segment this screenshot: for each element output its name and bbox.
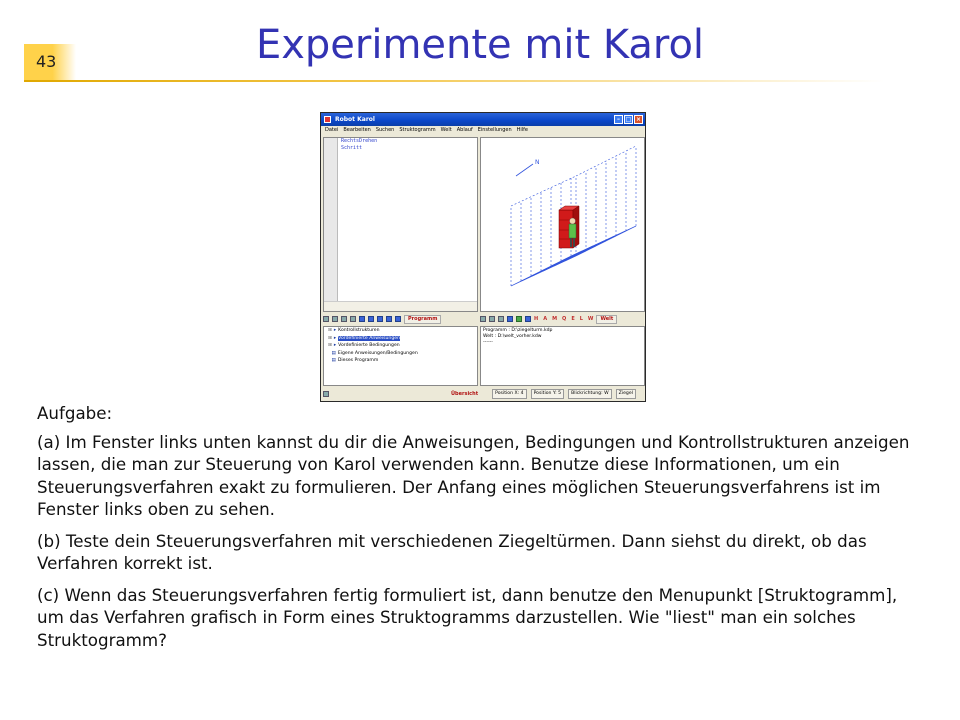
code-line: RechtsDrehen: [341, 138, 378, 144]
app-icon: [324, 116, 331, 123]
menu-bearbeiten[interactable]: Bearbeiten: [343, 127, 371, 133]
tree-item-label: Vordefinierte Bedingungen: [338, 343, 400, 348]
turn-left-icon[interactable]: [507, 316, 513, 322]
horizontal-scrollbar[interactable]: [324, 301, 477, 311]
save-file-icon[interactable]: [341, 316, 347, 322]
menu-datei[interactable]: Datei: [325, 127, 339, 133]
world-toolbar: [480, 313, 645, 325]
step-icon[interactable]: [516, 316, 522, 322]
log-line: Programm : D:\ziegelturm.kdp: [483, 328, 553, 333]
world-key-h[interactable]: H: [534, 316, 539, 322]
window-title: Robot Karol: [335, 116, 375, 123]
compass-arrow: [516, 164, 533, 176]
menu-welt[interactable]: Welt: [440, 127, 452, 133]
paragraph-b: (b) Teste dein Steuerungsverfahren mit verschiedenen Ziegeltürmen. Dann siehst du direkt, ob das Verfahren korrekt ist.: [37, 530, 867, 573]
window-titlebar: [321, 113, 645, 126]
karol-head: [570, 218, 576, 224]
karol-leg: [573, 238, 575, 247]
direction-field: [568, 389, 612, 399]
direction-value: W: [604, 390, 609, 396]
header-rule: [24, 80, 884, 82]
log-line: Welt : D:\welt_vorher.kdw: [483, 334, 542, 339]
tree-item-label: Kontrollstrukturen: [338, 328, 380, 333]
brick-field: [616, 389, 636, 399]
message-log: [480, 326, 645, 386]
menu-hilfe[interactable]: Hilfe: [516, 127, 528, 133]
menu-einstellungen[interactable]: Einstellungen: [477, 127, 512, 133]
tree-item[interactable]: ▤ Eigene Anweisungen/Bedingungen: [331, 350, 418, 356]
wall-line: [511, 176, 576, 206]
task-heading: Aufgabe:: [37, 403, 113, 423]
karol-leg: [570, 238, 572, 247]
new-world-icon[interactable]: [480, 316, 486, 322]
position-x-field: [492, 389, 526, 399]
world-key-l[interactable]: L: [579, 316, 583, 322]
tree-item-label: Dieses Programm: [337, 358, 379, 363]
menu-bar: [321, 126, 645, 135]
karol-body: [569, 224, 576, 238]
log-line: ------: [483, 340, 493, 345]
menu-struktogramm[interactable]: Struktogramm: [399, 127, 436, 133]
position-x-value: 4: [520, 390, 524, 396]
task-text: [37, 402, 925, 660]
world-key-w[interactable]: W: [587, 316, 594, 322]
position-x-label: Position X:: [495, 390, 520, 396]
close-icon[interactable]: ×: [635, 116, 642, 123]
paragraph-c: (c) Wenn das Steuerungsverfahren fertig formuliert ist, dann benutze den Menupunkt [Struktogramm], um das Verfahren grafisch in Form eines Struktogramms darzustellen. Wie "liest" man ein solches Struktogramm?: [37, 584, 898, 650]
line-gutter: [324, 138, 338, 301]
maximize-icon[interactable]: □: [625, 116, 632, 123]
open-world-icon[interactable]: [489, 316, 495, 322]
menu-suchen[interactable]: Suchen: [375, 127, 395, 133]
overview-button[interactable]: Übersicht: [451, 390, 479, 397]
slide-title: Experimente mit Karol: [255, 22, 705, 68]
code-line: Schritt: [341, 145, 363, 151]
position-y-value: 5: [558, 390, 562, 396]
world-button[interactable]: Welt: [596, 315, 617, 324]
position-y-field: [531, 389, 565, 399]
tree-item[interactable]: ⊞ ▸ Vordefinierte Bedingungen: [328, 343, 400, 348]
turn-right-icon[interactable]: [525, 316, 531, 322]
code-editor[interactable]: [323, 137, 478, 312]
tree-item[interactable]: ⊞ ▸ Kontrollstrukturen: [328, 328, 380, 333]
pause-icon[interactable]: [386, 316, 392, 322]
world-key-a[interactable]: A: [543, 316, 548, 322]
brick-label: Ziegel: [618, 390, 633, 396]
grid-line: [533, 246, 593, 276]
status-bar: [323, 387, 645, 400]
world-key-m[interactable]: M: [552, 316, 558, 322]
paragraph-a: (a) Im Fenster links unten kannst du dir die Anweisungen, Bedingungen und Kontrollstrukturen anzeigen lassen, die man zur Steuerung von Karol verwenden kann. Benutze diese Informationen, um ein Steuerungsverfahren exakt zu formulieren. Der Anfang eines möglichen Steuerungsverfahrens ist im Fenster links oben zu sehen.: [37, 431, 910, 519]
tree-item[interactable]: ▤ Dieses Programm: [331, 358, 379, 363]
fast-forward-icon[interactable]: [368, 316, 374, 322]
tree-item-label: Eigene Anweisungen/Bedingungen: [337, 350, 418, 356]
check-icon[interactable]: [350, 316, 356, 322]
position-y-label: Position Y:: [533, 390, 557, 396]
tree-item-label: Vordefinierte Anweisungen: [338, 335, 400, 341]
tree-item[interactable]: ⊞ ▸ Vordefinierte Anweisungen: [328, 335, 400, 341]
direction-label: Blickrichtung:: [571, 390, 603, 396]
program-toolbar: [323, 313, 478, 325]
new-file-icon[interactable]: [323, 316, 329, 322]
menu-ablauf[interactable]: Ablauf: [456, 127, 473, 133]
save-world-icon[interactable]: [498, 316, 504, 322]
stop-icon[interactable]: [395, 316, 401, 322]
command-tree: [323, 326, 478, 386]
compass-label: N: [535, 159, 540, 166]
skip-icon[interactable]: [377, 316, 383, 322]
run-icon[interactable]: [359, 316, 365, 322]
open-file-icon[interactable]: [332, 316, 338, 322]
program-button[interactable]: Programm: [404, 315, 441, 324]
world-3d-svg: [481, 138, 644, 311]
robot-karol-screenshot: [320, 112, 646, 402]
world-view: [480, 137, 645, 312]
world-key-q[interactable]: Q: [562, 316, 567, 322]
minimize-icon[interactable]: –: [614, 115, 623, 124]
page-number: 43: [24, 44, 76, 80]
world-key-e[interactable]: E: [571, 316, 575, 322]
structogram-icon[interactable]: [323, 391, 329, 397]
